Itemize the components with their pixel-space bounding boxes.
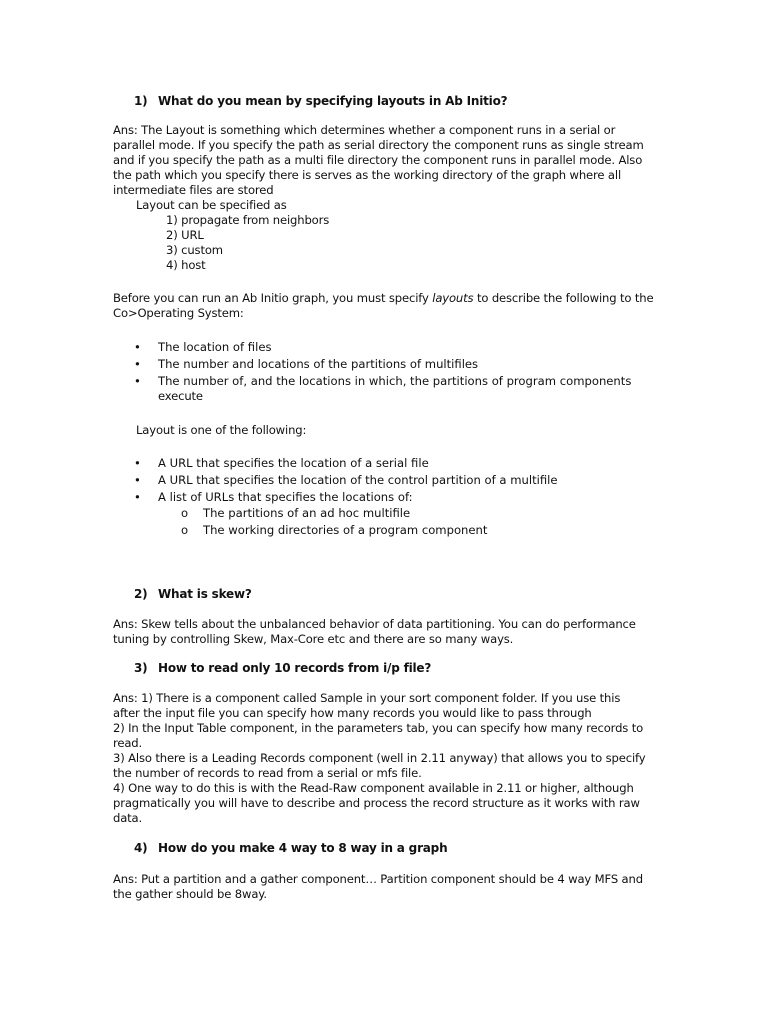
question-title: What is skew? — [158, 587, 252, 601]
list-item-text: A list of URLs that specifies the locations of: — [158, 490, 413, 504]
question-number: 2) — [134, 587, 148, 601]
answer-line: the number of records to read from a serial or mfs file. — [113, 766, 422, 780]
answer-line: 3) Also there is a Leading Records component (well in 2.11 anyway) that allows you to specify — [113, 751, 646, 765]
question-1-heading — [134, 94, 507, 108]
answer-line: after the input file you can specify how many records you would like to pass through — [113, 706, 592, 720]
sub-list-item-text: The partitions of an ad hoc multifile — [203, 506, 411, 520]
answer-line: the gather should be 8way. — [113, 887, 267, 901]
question-title: How do you make 4 way to 8 way in a graph — [158, 841, 448, 855]
bullet-glyph: • — [134, 456, 141, 470]
answer-line: Ans: The Layout is something which determines whether a component runs in a serial or — [113, 123, 616, 137]
bullet-glyph: • — [134, 374, 141, 388]
layout-option: 3) custom — [166, 243, 223, 257]
layout-option: 2) URL — [166, 228, 204, 242]
before-run-text: Before you can run an Ab Initio graph, you must specify — [113, 291, 433, 305]
answer-line: tuning by controlling Skew, Max-Core etc and there are so many ways. — [113, 632, 514, 646]
bullet-glyph: • — [134, 340, 141, 354]
sub-bullet-glyph: o — [181, 506, 189, 520]
list-item-text: The number and locations of the partitions of multifiles — [158, 357, 479, 371]
answer-3-paragraph — [113, 691, 653, 826]
list-item-text: The location of files — [158, 340, 272, 354]
answer-line: read. — [113, 736, 143, 750]
list-item-continuation: execute — [158, 389, 203, 403]
answer-line: the path which you specify there is serves as the working directory of the graph where all — [113, 168, 622, 182]
question-number: 3) — [134, 661, 148, 675]
question-3-heading — [134, 661, 431, 675]
sub-bullet-glyph: o — [181, 523, 189, 537]
bullet-glyph: • — [134, 473, 141, 487]
list-item-text: A URL that specifies the location of a serial file — [158, 456, 429, 470]
answer-line: data. — [113, 811, 143, 825]
before-run-line-2: Co>Operating System: — [113, 306, 244, 320]
answer-4-paragraph — [113, 872, 653, 902]
sub-list-item-text: The working directories of a program component — [203, 523, 488, 537]
question-title: How to read only 10 records from i/p file? — [158, 661, 432, 675]
bullet-glyph: • — [134, 490, 141, 504]
answer-line: 2) In the Input Table component, in the parameters tab, you can specify how many records to — [113, 721, 644, 735]
question-2-heading — [134, 587, 252, 601]
bullet-glyph: • — [134, 357, 141, 371]
question-number: 1) — [134, 94, 148, 108]
layouts-emphasis: layouts — [432, 291, 474, 305]
answer-line: Ans: Put a partition and a gather component… Partition component should be 4 way MFS and — [113, 872, 643, 886]
before-run-text-end: to describe the following to the — [473, 291, 654, 305]
list-item-text: A URL that specifies the location of the control partition of a multifile — [158, 473, 558, 487]
answer-line: and if you specify the path as a multi file directory the component runs in parallel mode. Also — [113, 153, 643, 167]
layout-intro: Layout can be specified as — [136, 198, 287, 212]
answer-line: 4) One way to do this is with the Read-Raw component available in 2.11 or higher, although — [113, 781, 634, 795]
layout-option: 4) host — [166, 258, 206, 272]
answer-line: parallel mode. If you specify the path as serial directory the component runs as single stream — [113, 138, 644, 152]
answer-line: Ans: Skew tells about the unbalanced behavior of data partitioning. You can do performance — [113, 617, 636, 631]
layout-option: 1) propagate from neighbors — [166, 213, 330, 227]
question-title: What do you mean by specifying layouts in Ab Initio? — [158, 94, 508, 108]
answer-2-paragraph — [113, 617, 653, 647]
answer-line: Ans: 1) There is a component called Sample in your sort component folder. If you use this — [113, 691, 621, 705]
question-number: 4) — [134, 841, 148, 855]
list-item-text: The number of, and the locations in which, the partitions of program components — [158, 374, 632, 388]
question-4-heading — [134, 841, 447, 855]
layout-is-line: Layout is one of the following: — [136, 423, 307, 437]
before-run-line — [113, 291, 653, 306]
answer-line: pragmatically you will have to describe and process the record structure as it works with raw — [113, 796, 640, 810]
answer-line: intermediate files are stored — [113, 183, 274, 197]
answer-1-paragraph — [113, 123, 653, 198]
